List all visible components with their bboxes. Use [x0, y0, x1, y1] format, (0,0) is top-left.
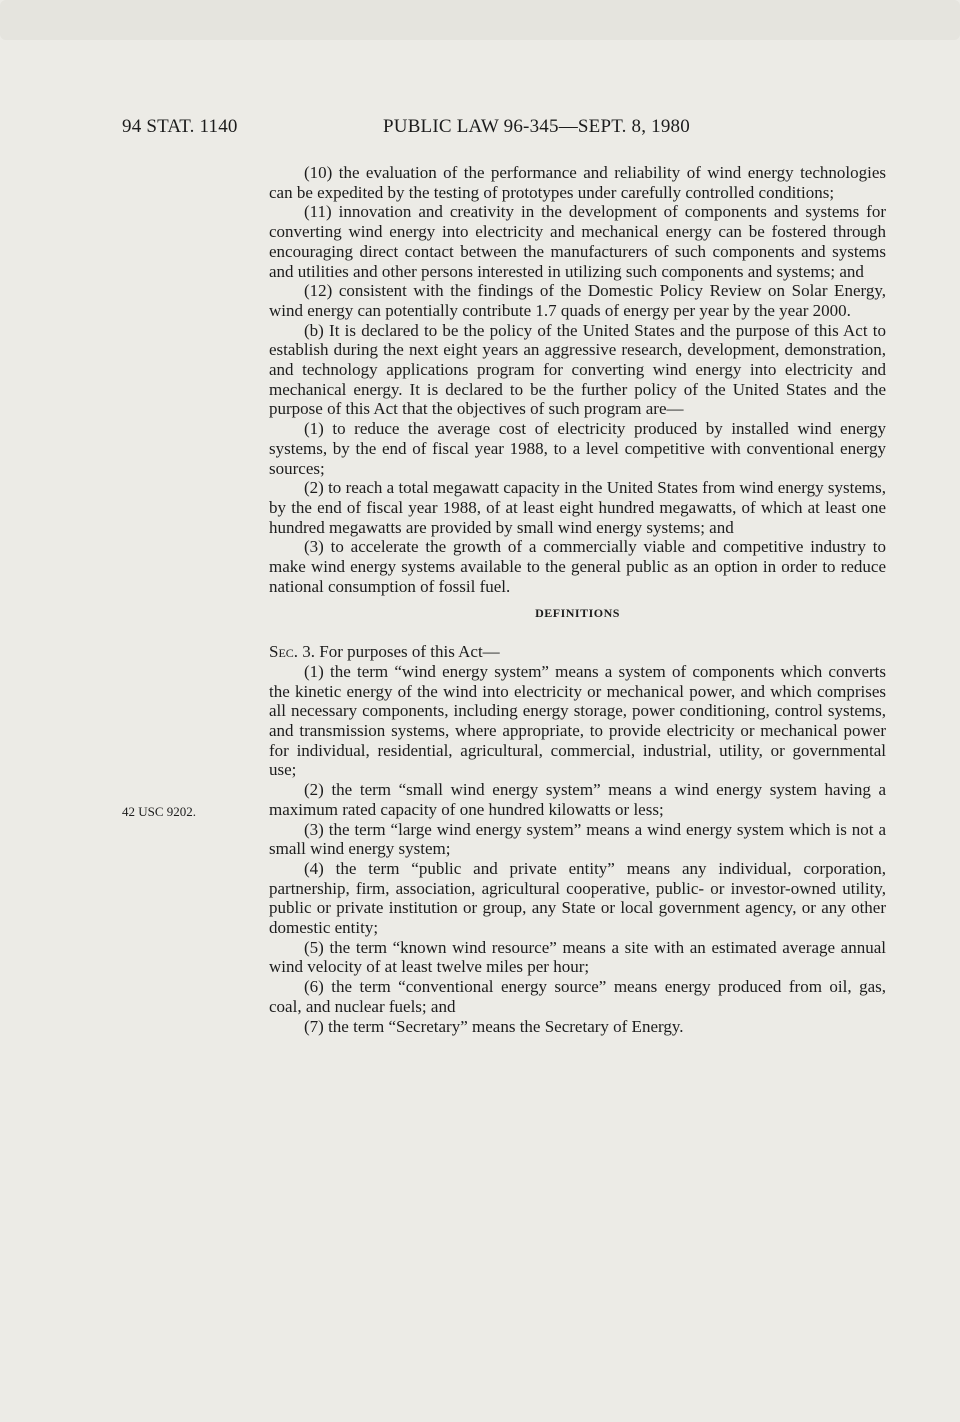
body-text	[269, 163, 886, 1036]
definition-6: (6) the term “conventional energy source” means energy produced from oil, gas, coal, and nuclear fuels; and	[269, 977, 886, 1016]
definition-3: (3) the term “large wind energy system” means a wind energy system which is not a small wind energy system;	[269, 819, 886, 859]
purpose-paragraph: (b) It is declared to be the policy of the United States and the purpose of this Act to establish during the next eight years an aggressive research, development, demonstration, and technology applications program for converting wind energy into electricity and mechanical energy. It is declared to be the further policy of the United States and the purpose of this Act that the objectives of such program are—	[269, 320, 886, 419]
objective-3: (3) to accelerate the growth of a commercially viable and competitive industry to make wind energy systems available to the general public as an option in order to reduce national consumption of fossil fuel.	[269, 537, 886, 596]
margin-citation: 42 USC 9202.	[122, 804, 197, 819]
definition-2: (2) the term “small wind energy system” means a wind energy system having a maximum rated capacity of one hundred kilowatts or less;	[269, 780, 886, 819]
finding-12: (12) consistent with the findings of the Domestic Policy Review on Solar Energy, wind energy can potentially contribute 1.7 quads of energy per year by the year 2000.	[269, 281, 886, 320]
page-reference: 94 STAT. 1140	[122, 116, 238, 137]
objective-1: (1) to reduce the average cost of electricity produced by installed wind energy systems, by the end of fiscal year 1988, to a level competitive with conventional energy sources;	[269, 419, 886, 478]
section-heading: DEFINITIONS	[535, 606, 620, 621]
definition-1: (1) the term “wind energy system” means a system of components which converts the kinetic energy of the wind into electricity or mechanical power, and which comprises all necessary components, including energy storage, power conditioning, control systems, and transmission systems, where appropriate, to provide electricity or mechanical power for individual, residential, agricultural, commercial, industrial, utility, or governmental use;	[269, 661, 886, 780]
finding-11: (11) innovation and creativity in the development of components and systems for converting wind energy into electricity and mechanical energy can be fostered through encouraging direct contact between the manufacturers of such components and systems and utilities and other persons interested in utilizing such components and systems; and	[269, 202, 886, 281]
page-title: PUBLIC LAW 96-345—SEPT. 8, 1980	[383, 116, 690, 137]
section-label: Sec. 3.	[269, 642, 316, 662]
section-intro-text: For purposes of this Act—	[319, 642, 500, 662]
definition-4: (4) the term “public and private entity” means any individual, corporation, partnership, firm, association, agricultural cooperative, public- or investor-owned utility, public or private institution or group, any State or local government agency, or any other domestic entity;	[269, 858, 886, 938]
finding-10: (10) the evaluation of the performance and reliability of wind energy technologies can be expedited by the testing of prototypes under carefully controlled conditions;	[269, 163, 886, 202]
page-edge-shading	[0, 0, 960, 40]
objective-2: (2) to reach a total megawatt capacity in the United States from wind energy systems, by the end of fiscal year 1988, of at least eight hundred megawatts, of which at least one hundred megawatts are provided by small wind energy systems; and	[269, 478, 886, 537]
section-intro	[269, 642, 886, 662]
definition-5: (5) the term “known wind resource” means a site with an estimated average annual wind velocity of at least twelve miles per hour;	[269, 937, 886, 977]
definition-7: (7) the term “Secretary” means the Secretary of Energy.	[304, 1016, 684, 1036]
